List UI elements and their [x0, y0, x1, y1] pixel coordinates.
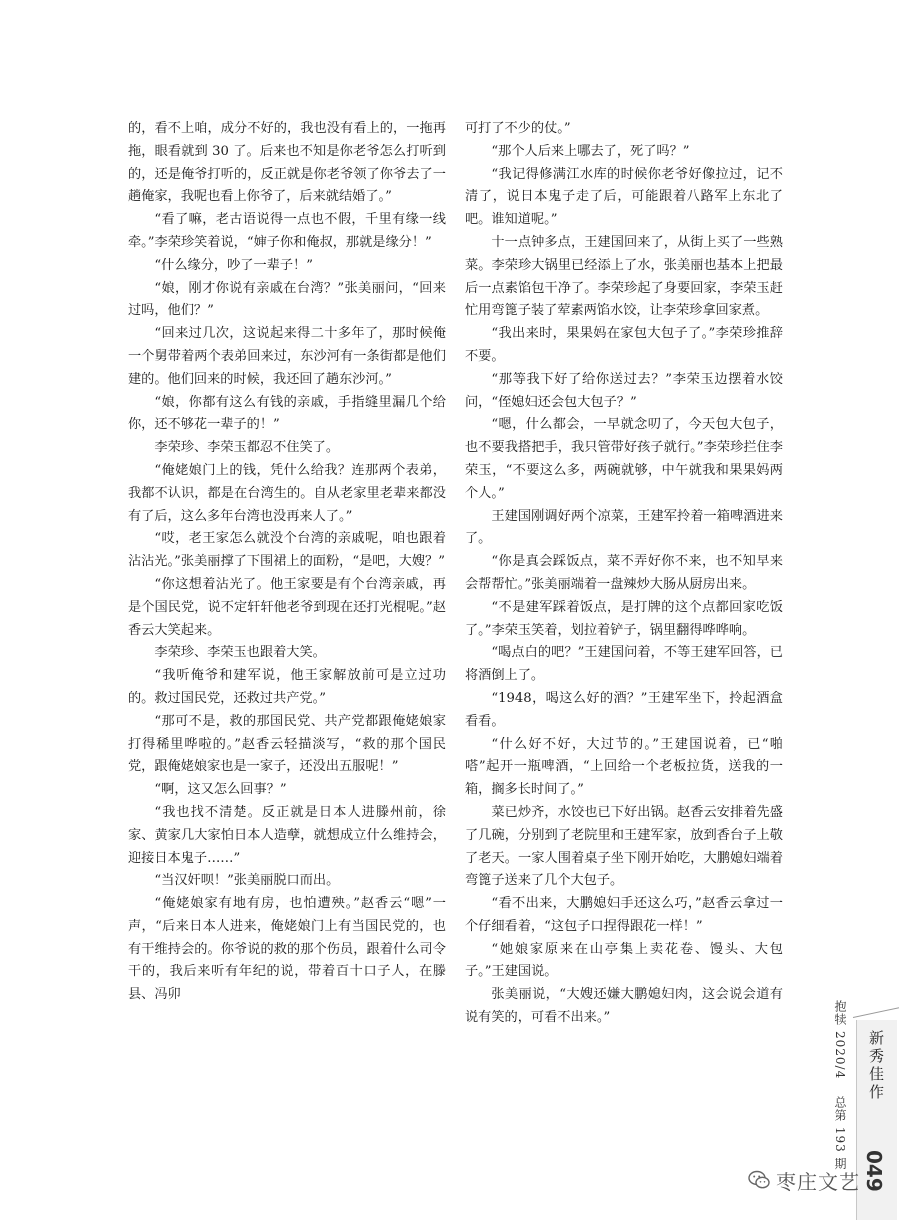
wechat-icon [748, 1170, 770, 1190]
paragraph: 李荣珍、李荣玉都忍不住笑了。 [154, 440, 340, 456]
issue-number: 2020/4 [833, 1030, 847, 1080]
left-column [128, 118, 446, 1007]
total-issue: 总第 193 期 [833, 1095, 847, 1171]
paragraph: “俺姥娘门上的钱，凭什么给我？连那两个表弟，我都不认识，都是在台湾生的。自从老家里老辈来都没有了后，这么多年台湾也没再来人了。” [128, 462, 446, 524]
paragraph: “啊，这又怎么回事？” [154, 782, 287, 798]
paragraph: “娘，你都有这么有钱的亲戚，手指缝里漏几个给你，还不够花一辈子的！” [128, 394, 446, 433]
paragraph: “那个人后来上哪去了，死了吗？” [491, 143, 690, 159]
paragraph: 十一点钟多点，王建国回来了，从街上买了一些熟菜。李荣珍大锅里已经添上了水，张美丽也基本上把最后一点素馅包干净了。李荣珍起了身要回家，李荣玉赶忙用弯篦子装了荤素两馅水饺，让李荣珍拿回家煮。 [465, 234, 783, 319]
paragraph: “什么缘分，吵了一辈子！” [154, 257, 313, 273]
right-column [465, 118, 783, 1030]
paragraph: “当汉奸呗！”张美丽脱口而出。 [154, 873, 340, 889]
paragraph: “我出来时，果果妈在家包大包子了。”李荣珍推辞不要。 [465, 326, 783, 364]
paragraph: 菜已炒齐，水饺也已下好出锅。赵香云安排着先盛了几碗，分别到了老院里和王建军家，放到香台子上敬了老天。一家人围着桌子坐下刚开始吃，大鹏媳妇端着弯篦子送来了几个大包子。 [465, 804, 783, 889]
paragraph: 王建国刚调好两个凉菜，王建军拎着一箱啤酒进来了。 [465, 508, 783, 547]
paragraph: “嗯，什么都会，一早就念叨了，今天包大包子，也不要我搭把手，我只管带好孩子就行。”李荣珍拦住李荣玉，“不要这么多，两碗就够，中午就我和果果妈两个人。” [465, 417, 783, 501]
watermark [748, 1164, 860, 1196]
tab-divider [853, 1007, 899, 1018]
paragraph: “喝点白的吧？”王建国问着，不等王建军回答，已将酒倒上了。 [465, 645, 783, 684]
journal-name: 抱犊 [833, 1000, 847, 1026]
paragraph: 李荣珍、李荣玉也跟着大笑。 [154, 645, 326, 661]
section-title: 新秀佳作 [867, 1030, 885, 1102]
watermark-text: 枣庄文艺 [776, 1169, 860, 1194]
paragraph: 的，看不上咱，成分不好的，我也没有看上的，一拖再拖，眼看就到 30 了。后来也不知是你老爷怎么打听到的，还是俺爷打听的，反正就是你老爷领了你爷去了一趟俺家，我呢也看上你爷了，后来就结婚了。” [128, 121, 446, 205]
paragraph: “我听俺爷和建军说，他王家解放前可是立过功的。救过国民党，还救过共产党。” [128, 668, 446, 706]
paragraph: “我记得修满江水库的时候你老爷好像拉过，记不清了，说日本鬼子走了后，可能跟着八路军上东北了吧。谁知道呢。” [465, 166, 783, 228]
paragraph: “俺姥娘家有地有房，也怕遭殃。”赵香云“嗯”一声，“后来日本人进来，俺姥娘门上有当国民党的，也有干维持会的。你爷说的救的那个伤员，跟着什么司令干的，我后来听有年纪的说，带着百十口子人，在滕县、冯卯 [128, 896, 446, 1003]
paragraph: “回来过几次，这说起来得二十多年了，那时候俺一个舅带着两个表弟回来过，东沙河有一条街都是他们建的。他们回来的时候，我还回了趟东沙河。” [128, 326, 446, 387]
paragraph: “看不出来，大鹏媳妇手还这么巧，”赵香云拿过一个仔细看着，“这包子口捏得跟花一样！” [465, 896, 783, 934]
paragraph: “那等我下好了给你送过去？”李荣玉边摆着水饺问，“侄媳妇还会包大包子？” [465, 371, 783, 410]
paragraph: 张美丽说，“大嫂还嫌大鹏媳妇肉，这会说会道有说有笑的，可看不出来。” [465, 987, 783, 1026]
page-number: 049 [862, 1150, 886, 1192]
paragraph: “看了嘛，老古语说得一点也不假，千里有缘一线牵。”李荣珍笑着说，“婶子你和俺叔，那就是缘分！” [128, 212, 446, 250]
paragraph: “哎，老王家怎么就没个台湾的亲戚呢，咱也跟着沾沾光。”张美丽撑了下围裙上的面粉，“是吧，大嫂？” [128, 531, 446, 570]
paragraph: “不是建军踩着饭点，是打牌的这个点都回家吃饭了。”李荣玉笑着，划拉着铲子，锅里翻得哗哗响。 [465, 599, 783, 638]
paragraph: “那可不是，救的那国民党、共产党都跟俺姥娘家打得稀里哗啦的。”赵香云轻描淡写，“救的那个国民党，跟俺姥娘家也是一家子，还没出五服呢！” [128, 713, 446, 775]
paragraph: “你这想着沾光了。他王家要是有个台湾亲戚，再是个国民党，说不定轩轩他老爷到现在还打光棍呢。”赵香云大笑起来。 [128, 576, 446, 638]
paragraph: “你是真会踩饭点，菜不弄好你不来，也不知早来会帮帮忙。”张美丽端着一盘辣炒大肠从厨房出来。 [465, 554, 783, 592]
paragraph: “我也找不清楚。反正就是日本人进滕州前，徐家、黄家几大家怕日本人造孽，就想成立什么维持会，迎接日本鬼子……” [128, 804, 446, 866]
paragraph: “她娘家原来在山亭集上卖花卷、馒头、大包子。”王建国说。 [465, 941, 783, 980]
issue-info [832, 1000, 849, 1170]
paragraph: “1948，喝这么好的酒？”王建军坐下，拎起酒盒看看。 [465, 690, 783, 729]
paragraph: “娘，刚才你说有亲戚在台湾？”张美丽问，“回来过吗，他们？” [128, 280, 446, 319]
paragraph: “什么好不好，大过节的。”王建国说着，已“啪嗒”起开一瓶啤酒，“上回给一个老板拉货，送我的一箱，搁多长时间了。” [465, 736, 783, 798]
paragraph: 可打了不少的仗。” [465, 121, 571, 136]
